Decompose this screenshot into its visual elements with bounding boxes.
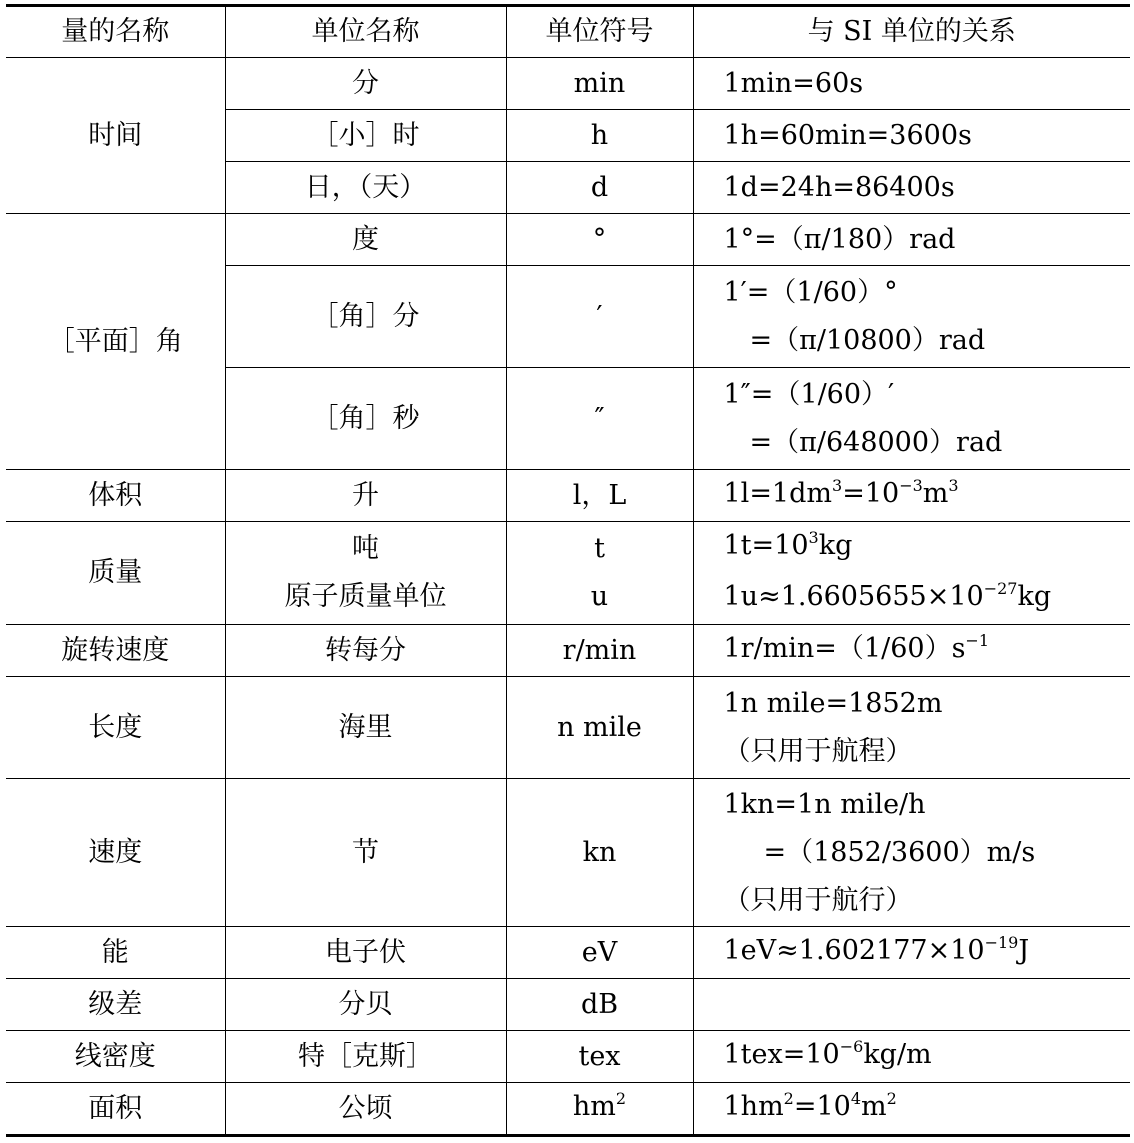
relation-line: 1′=（1/60）° <box>723 276 898 308</box>
relation-text: 1u≈1.6605655×10 <box>723 581 984 612</box>
relation-cell <box>693 677 1130 779</box>
table-row <box>6 1083 1130 1136</box>
unit-name-cell: 海里 <box>225 677 506 779</box>
unit-name-cell: ［角］秒 <box>225 368 506 470</box>
exponent: −27 <box>983 579 1018 598</box>
relation-cell <box>693 58 1130 110</box>
exponent: 2 <box>783 1089 794 1108</box>
quantity-cell: 体积 <box>6 470 225 522</box>
unit-symbol-cell <box>506 522 693 625</box>
relation-text: 1t=10 <box>723 530 809 561</box>
header-si-relation: 与 SI 单位的关系 <box>693 6 1130 58</box>
relation-line: 1n mile=1852m <box>723 687 943 719</box>
unit-name-line: 原子质量单位 <box>284 581 447 612</box>
unit-name-cell: 公顷 <box>225 1083 506 1136</box>
exponent: −1 <box>965 631 990 650</box>
unit-symbol-line: u <box>590 581 609 612</box>
quantity-cell: 速度 <box>6 779 225 927</box>
relation-cell <box>693 1031 1130 1083</box>
unit-symbol-cell: l，L <box>506 470 693 522</box>
relation-cell <box>693 368 1130 470</box>
relation-cell <box>693 266 1130 368</box>
header-unit-name: 单位名称 <box>225 6 506 58</box>
unit-name-line: 吨 <box>352 533 379 564</box>
unit-name-cell: 分 <box>225 58 506 110</box>
relation-text: 1hm <box>723 1091 784 1122</box>
table-row <box>6 927 1130 979</box>
exponent: 3 <box>808 528 819 547</box>
unit-name-cell: ［角］分 <box>225 266 506 368</box>
unit-name-cell: 日，（天） <box>225 162 506 214</box>
exponent: 2 <box>615 1089 627 1108</box>
relation-text: m <box>922 478 949 509</box>
header-unit-symbol: 单位符号 <box>506 6 693 58</box>
relation-line: 1″=（1/60）′ <box>723 378 895 410</box>
unit-name-cell: 升 <box>225 470 506 522</box>
quantity-cell: 质量 <box>6 522 225 625</box>
unit-symbol-cell: ′ <box>506 266 693 368</box>
exponent: −6 <box>839 1037 864 1056</box>
exponent: 4 <box>850 1089 862 1108</box>
table-row <box>6 470 1130 522</box>
relation-text: 1l=1dm <box>723 478 833 509</box>
table-row <box>6 677 1130 779</box>
exponent: −19 <box>984 933 1019 952</box>
relation-cell <box>693 522 1130 625</box>
relation-line: 1°=（π/180）rad <box>723 223 956 255</box>
unit-symbol-cell: tex <box>506 1031 693 1083</box>
relation-cell <box>693 927 1130 979</box>
unit-name-cell <box>225 522 506 625</box>
relation-line: 1kn=1n mile/h <box>723 788 926 820</box>
unit-name-cell: 电子伏 <box>225 927 506 979</box>
unit-symbol-text: hm <box>572 1091 616 1122</box>
relation-line: 1min=60s <box>723 67 864 99</box>
relation-cell <box>693 110 1130 162</box>
unit-symbol-cell: eV <box>506 927 693 979</box>
header-row <box>6 6 1130 58</box>
quantity-cell: 长度 <box>6 677 225 779</box>
unit-name-cell: ［小］时 <box>225 110 506 162</box>
quantity-cell: ［平面］角 <box>6 214 225 470</box>
unit-name-cell: 转每分 <box>225 625 506 677</box>
relation-cell <box>693 979 1130 1031</box>
quantity-cell: 旋转速度 <box>6 625 225 677</box>
quantity-cell: 时间 <box>6 58 225 214</box>
table-row <box>6 1031 1130 1083</box>
relation-text: 1tex=10 <box>723 1039 840 1070</box>
unit-symbol-cell: kn <box>506 779 693 927</box>
unit-name-cell: 特［克斯］ <box>225 1031 506 1083</box>
units-table <box>6 4 1130 1137</box>
unit-symbol-cell: min <box>506 58 693 110</box>
unit-symbol-cell: dB <box>506 979 693 1031</box>
unit-name-cell: 分贝 <box>225 979 506 1031</box>
relation-text: m <box>861 1091 887 1122</box>
header-quantity-name: 量的名称 <box>6 6 225 58</box>
unit-symbol-cell: h <box>506 110 693 162</box>
unit-symbol-cell: n mile <box>506 677 693 779</box>
unit-symbol-cell <box>506 1083 693 1136</box>
relation-text: =10 <box>793 1091 851 1122</box>
relation-line: （只用于航程） <box>723 735 913 767</box>
relation-cell <box>693 214 1130 266</box>
unit-symbol-cell: ° <box>506 214 693 266</box>
quantity-cell: 线密度 <box>6 1031 225 1083</box>
unit-symbol-cell: ″ <box>506 368 693 470</box>
relation-text: kg <box>1017 581 1052 612</box>
quantity-cell: 级差 <box>6 979 225 1031</box>
relation-text: =10 <box>842 478 900 509</box>
relation-cell <box>693 779 1130 927</box>
exponent: −3 <box>899 476 923 495</box>
table-row <box>6 522 1130 625</box>
table-row <box>6 58 1130 110</box>
relation-text: 1eV≈1.602177×10 <box>723 935 985 966</box>
relation-text: kg <box>818 530 853 561</box>
relation-cell <box>693 1083 1130 1136</box>
unit-symbol-cell: r/min <box>506 625 693 677</box>
relation-line: 1d=24h=86400s <box>723 171 955 203</box>
quantity-cell: 能 <box>6 927 225 979</box>
relation-line: =（π/10800）rad <box>749 324 986 356</box>
relation-text: J <box>1018 935 1030 966</box>
relation-cell <box>693 625 1130 677</box>
relation-text: kg/m <box>863 1039 932 1070</box>
relation-line: =（π/648000）rad <box>749 426 1003 458</box>
table-row <box>6 214 1130 266</box>
quantity-cell: 面积 <box>6 1083 225 1136</box>
relation-text: 1r/min=（1/60）s <box>723 633 966 664</box>
table-row <box>6 779 1130 927</box>
exponent: 2 <box>886 1089 897 1108</box>
exponent: 3 <box>832 476 843 495</box>
relation-line: 1h=60min=3600s <box>723 119 972 151</box>
unit-symbol-cell: d <box>506 162 693 214</box>
relation-line: =（1852/3600）m/s <box>763 836 1036 868</box>
unit-symbol-line: t <box>594 533 605 564</box>
relation-cell <box>693 162 1130 214</box>
relation-cell <box>693 470 1130 522</box>
relation-line: （只用于航行） <box>723 884 913 916</box>
table-row <box>6 979 1130 1031</box>
exponent: 3 <box>948 476 959 495</box>
unit-name-cell: 度 <box>225 214 506 266</box>
table-row <box>6 625 1130 677</box>
unit-name-cell: 节 <box>225 779 506 927</box>
